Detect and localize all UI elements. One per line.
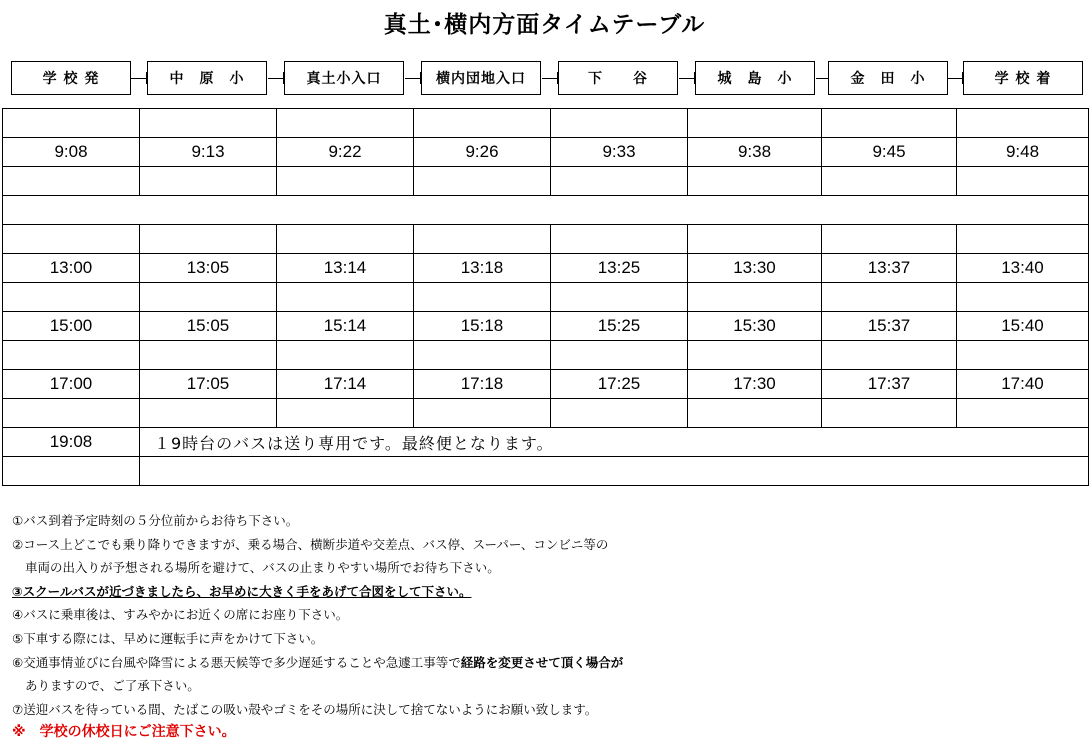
stop-nakahara: 中 原 小 [147, 61, 267, 95]
time-cell: 15:30 [688, 312, 822, 341]
time-cell: 17:30 [688, 370, 822, 399]
time-cell: 13:05 [140, 254, 277, 283]
time-cell: 9:13 [140, 138, 277, 167]
spacer-row [3, 167, 1089, 196]
time-cell: 17:00 [3, 370, 140, 399]
connector-line [405, 78, 421, 79]
time-cell: 15:37 [822, 312, 957, 341]
time-cell: 13:30 [688, 254, 822, 283]
time-cell: 17:14 [277, 370, 414, 399]
time-cell: 15:00 [3, 312, 140, 341]
note-2-cont: 車両の出入りが予想される場所を避けて、バスの止まりやすい場所でお待ち下さい。 [25, 560, 500, 576]
stop-school-arrival: 学 校 着 [963, 61, 1083, 95]
note-6-text: ⑥交通事情並びに台風や降雪による悪天候等で多少遅延することや急遽工事等で [12, 654, 461, 670]
connector-line [947, 78, 963, 79]
page-title: 真土･横内方面タイムテーブル [383, 12, 706, 38]
note-6-cont: ありますので、ご了承下さい。 [25, 678, 200, 694]
time-cell: 13:14 [277, 254, 414, 283]
last-trip-row [3, 428, 1089, 457]
connector-line [131, 78, 147, 79]
notes-section [12, 509, 1082, 745]
spacer-row [3, 341, 1089, 370]
trip-row [3, 254, 1089, 283]
time-cell: 17:40 [957, 370, 1089, 399]
stop-jojima: 城 島 小 [695, 61, 815, 95]
time-cell: 17:18 [414, 370, 551, 399]
spacer-row [3, 283, 1089, 312]
stop-shimoya: 下 谷 [558, 61, 678, 95]
last-trip-note: １9時台のバスは送り専用です。最終便となります。 [140, 428, 1089, 457]
time-cell: 15:14 [277, 312, 414, 341]
connector-line [542, 78, 558, 79]
spacer-row [3, 457, 1089, 486]
time-cell: 9:45 [822, 138, 957, 167]
note-4: ④バスに乗車後は、すみやかにお近くの席にお座り下さい。 [12, 607, 349, 623]
time-cell: 15:05 [140, 312, 277, 341]
time-cell: 13:37 [822, 254, 957, 283]
note-5: ⑤下車する際には、早めに運転手に声をかけて下さい。 [12, 630, 324, 646]
time-cell: 9:38 [688, 138, 822, 167]
time-cell: 9:33 [551, 138, 688, 167]
time-cell: 9:26 [414, 138, 551, 167]
time-cell: 13:18 [414, 254, 551, 283]
trip-row [3, 138, 1089, 167]
stop-school-departure: 学 校 発 [11, 61, 131, 95]
time-cell: 13:25 [551, 254, 688, 283]
time-cell: 15:18 [414, 312, 551, 341]
time-cell: 19:08 [3, 428, 140, 457]
timetable [2, 108, 1089, 486]
stop-yokouchi-danchi: 横内団地入口 [421, 61, 541, 95]
time-cell: 13:40 [957, 254, 1089, 283]
break-row [3, 196, 1089, 225]
time-cell: 15:25 [551, 312, 688, 341]
spacer-row [3, 109, 1089, 138]
connector-line [679, 78, 695, 79]
stop-header-row [0, 61, 1089, 97]
note-1: ①バス到着予定時刻の５分位前からお待ち下さい。 [12, 513, 299, 528]
note-7: ⑦送迎バスを待っている間、たばこの吸い殻やゴミをその場所に決して捨てないようにお願い致します。 [12, 701, 598, 717]
time-cell: 9:22 [277, 138, 414, 167]
spacer-row [3, 225, 1089, 254]
note-6-emphasis: 経路を変更させて頂く場合が [460, 654, 624, 670]
holiday-warning: ※ 学校の休校日にご注意下さい。 [12, 724, 236, 741]
trip-row [3, 370, 1089, 399]
connector-line [268, 78, 284, 79]
trip-row [3, 312, 1089, 341]
time-cell: 9:48 [957, 138, 1089, 167]
stop-tsuchi-entrance: 真土小入口 [284, 61, 404, 95]
time-cell: 15:40 [957, 312, 1089, 341]
time-cell: 9:08 [3, 138, 140, 167]
note-6 [12, 651, 1082, 675]
note-3: ③スクールバスが近づきましたら、お早めに大きく手をあげて合図をして下さい。 [12, 583, 472, 599]
time-cell: 17:37 [822, 370, 957, 399]
note-2: ②コース上どこでも乗り降りできますが、乗る場合、横断歩道や交差点、バス停、スーパー、コンビニ等の [12, 536, 609, 552]
spacer-row [3, 399, 1089, 428]
time-cell: 17:25 [551, 370, 688, 399]
time-cell: 17:05 [140, 370, 277, 399]
stop-kaneda: 金 田 小 [828, 61, 948, 95]
time-cell: 13:00 [3, 254, 140, 283]
